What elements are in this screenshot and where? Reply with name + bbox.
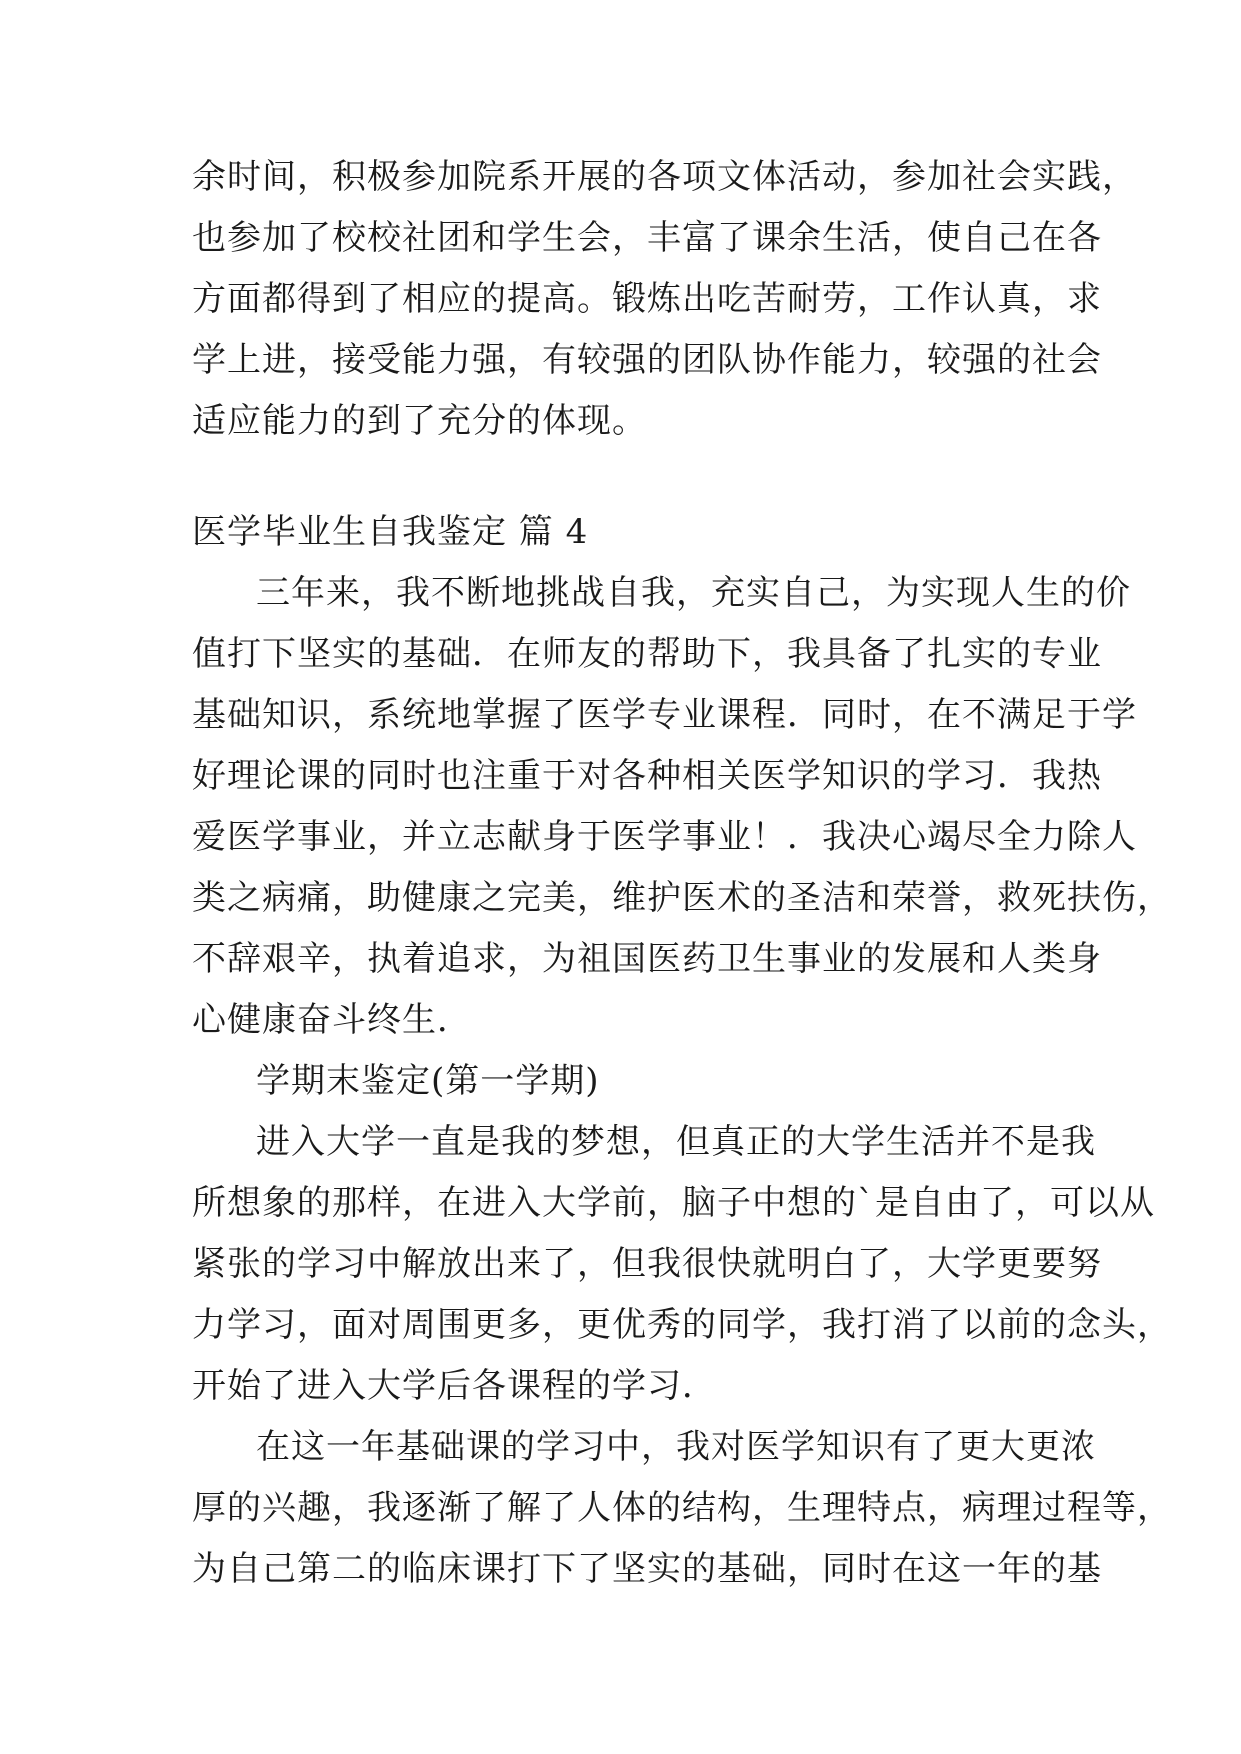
para1-line-3: 基础知识，系统地掌握了医学专业课程．同时，在不满足于学 [192, 695, 1137, 735]
para1-line-6: 类之病痛，助健康之完美，维护医术的圣洁和荣誉，救死扶伤， [192, 878, 1172, 918]
para2-line-4: 力学习，面对周围更多，更优秀的同学，我打消了以前的念头， [192, 1305, 1172, 1345]
para2-line-2: 所想象的那样，在进入大学前，脑子中想的`是自由了，可以从 [192, 1183, 1155, 1223]
para3-line-1: 在这一年基础课的学习中，我对医学知识有了更大更浓 [256, 1427, 1096, 1467]
para3-line-3: 为自己第二的临床课打下了坚实的基础，同时在这一年的基 [192, 1549, 1102, 1589]
subheading: 学期末鉴定(第一学期) [256, 1061, 600, 1101]
intro-line-2: 也参加了校校社团和学生会，丰富了课余生活，使自己在各 [192, 218, 1102, 258]
intro-line-1: 余时间，积极参加院系开展的各项文体活动，参加社会实践， [192, 157, 1137, 197]
para1-line-7: 不辞艰辛，执着追求，为祖国医药卫生事业的发展和人类身 [192, 939, 1102, 979]
intro-line-4: 学上进，接受能力强，有较强的团队协作能力，较强的社会 [192, 340, 1102, 380]
section-heading: 医学毕业生自我鉴定 篇 4 [192, 512, 589, 552]
para2-line-5: 开始了进入大学后各课程的学习． [192, 1366, 717, 1406]
para2-line-1: 进入大学一直是我的梦想，但真正的大学生活并不是我 [256, 1122, 1096, 1162]
para1-line-5: 爱医学事业，并立志献身于医学事业！．我决心竭尽全力除人 [192, 817, 1137, 857]
para1-line-2: 值打下坚实的基础．在师友的帮助下，我具备了扎实的专业 [192, 634, 1102, 674]
intro-line-5: 适应能力的到了充分的体现。 [192, 401, 647, 441]
para1-line-8: 心健康奋斗终生． [192, 1000, 472, 1040]
para3-line-2: 厚的兴趣，我逐渐了解了人体的结构，生理特点，病理过程等， [192, 1488, 1172, 1528]
para1-line-1: 三年来，我不断地挑战自我，充实自己，为实现人生的价 [256, 573, 1131, 613]
para1-line-4: 好理论课的同时也注重于对各种相关医学知识的学习．我热 [192, 756, 1102, 796]
intro-line-3: 方面都得到了相应的提高。锻炼出吃苦耐劳，工作认真，求 [192, 279, 1102, 319]
para2-line-3: 紧张的学习中解放出来了，但我很快就明白了，大学更要努 [192, 1244, 1102, 1284]
